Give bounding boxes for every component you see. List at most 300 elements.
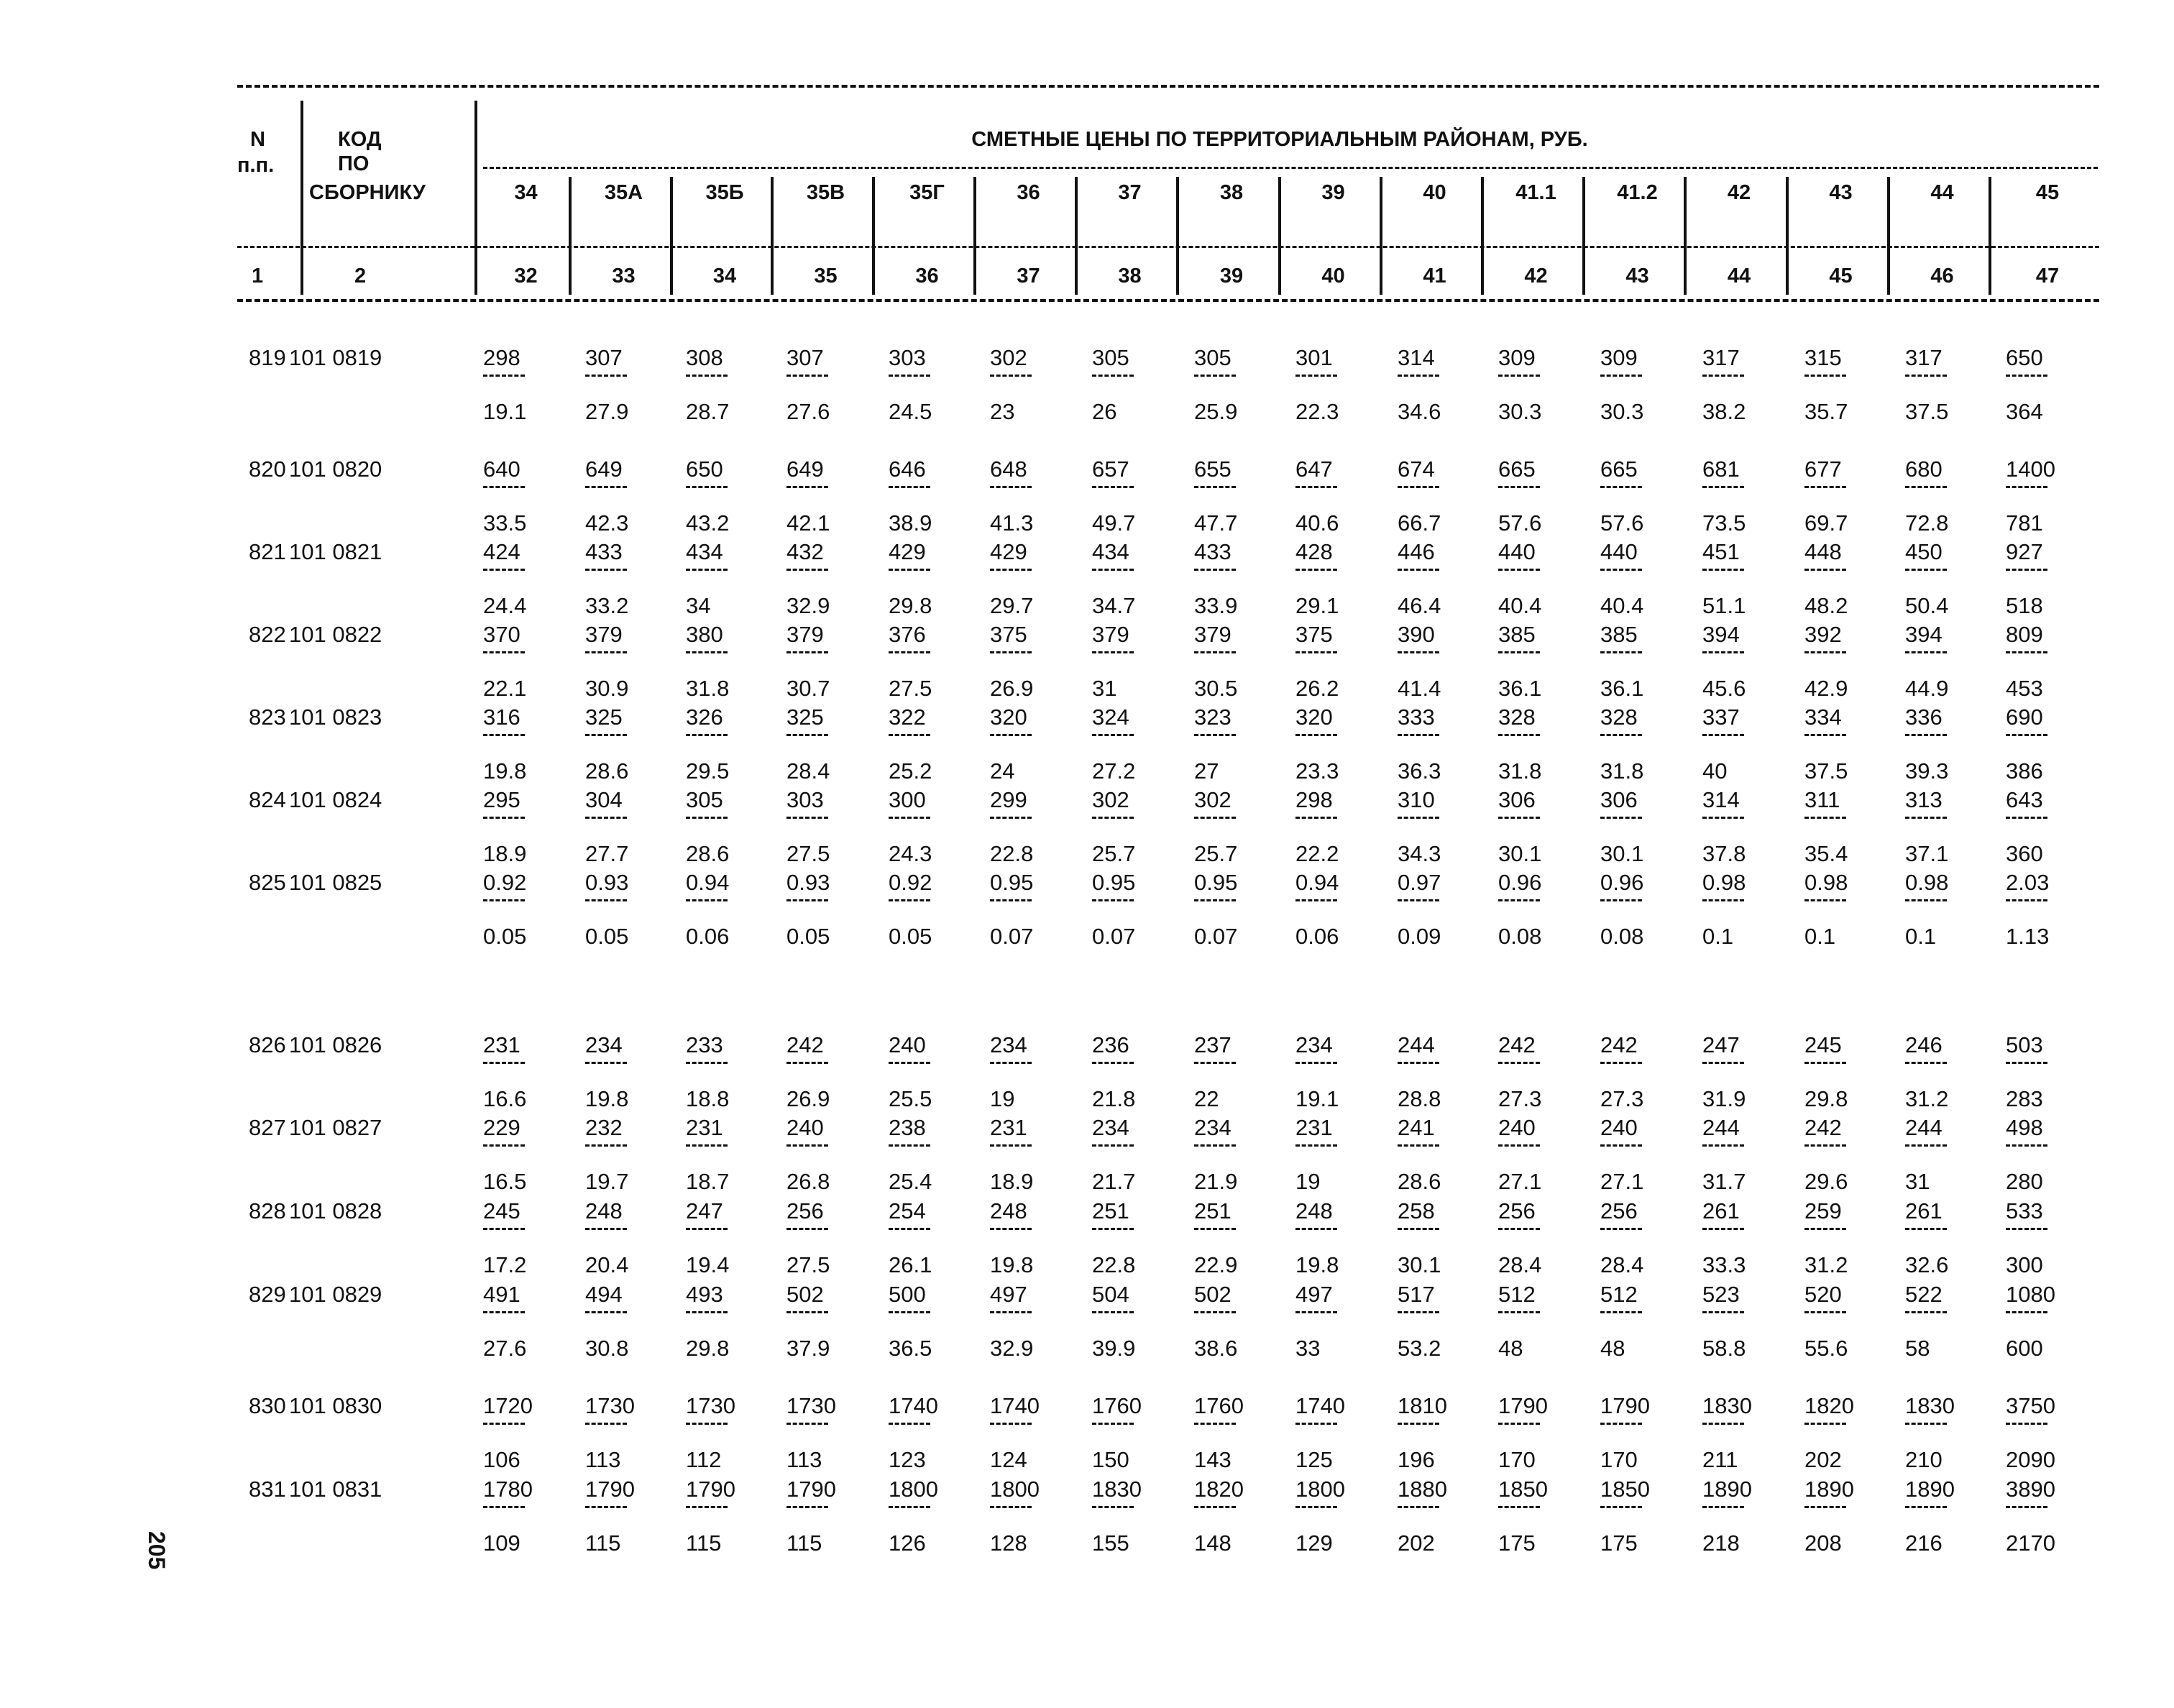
price-value: 500	[889, 1282, 926, 1307]
fraction-line	[1600, 1062, 1642, 1064]
wage-value: 22.1	[483, 676, 527, 701]
price-value: 3750	[2006, 1393, 2055, 1418]
fraction-line	[1295, 734, 1337, 736]
fraction-line	[1600, 1423, 1642, 1425]
fraction-line	[889, 1228, 930, 1230]
wage-value: 31.2	[1905, 1086, 1949, 1111]
fraction-line	[483, 1228, 525, 1230]
wage-value: 48	[1600, 1336, 1625, 1361]
wage-value: 0.08	[1600, 924, 1644, 949]
price-value: 1080	[2006, 1282, 2055, 1307]
column-number: 44	[1727, 265, 1751, 288]
fraction-line	[585, 486, 627, 488]
wage-value: 29.5	[686, 758, 730, 784]
row-number: 822	[249, 622, 286, 647]
price-value: 234	[1295, 1032, 1333, 1057]
fraction-line	[1804, 651, 1846, 653]
wage-value: 19.8	[483, 758, 527, 784]
price-value: 315	[1804, 345, 1842, 370]
wage-value: 45.6	[1702, 676, 1746, 701]
price-value: 429	[889, 539, 926, 564]
wage-value: 19.1	[483, 399, 527, 424]
wage-value: 22	[1194, 1086, 1219, 1111]
price-value: 432	[786, 539, 824, 564]
wage-value: 36.3	[1398, 758, 1441, 784]
wage-value: 39.3	[1905, 758, 1949, 784]
fraction-line	[1092, 1144, 1134, 1147]
fraction-line	[990, 1062, 1032, 1064]
price-value: 313	[1905, 787, 1943, 812]
fraction-line	[686, 1311, 728, 1313]
price-value: 234	[990, 1032, 1027, 1057]
price-value: 0.96	[1498, 870, 1542, 895]
price-value: 302	[1092, 787, 1129, 812]
fraction-line	[1092, 651, 1134, 653]
wage-value: 28.4	[1498, 1252, 1542, 1277]
fraction-line	[1498, 1144, 1540, 1147]
price-value: 1890	[1905, 1477, 1955, 1502]
wage-value: 170	[1498, 1447, 1536, 1472]
wage-value: 43.2	[686, 510, 730, 536]
wage-value: 175	[1600, 1530, 1638, 1556]
district-label: 41.1	[1515, 181, 1556, 204]
fraction-line	[2006, 1228, 2047, 1230]
wage-value: 27	[1194, 758, 1219, 784]
price-value: 533	[2006, 1198, 2043, 1223]
fraction-line	[585, 375, 627, 377]
price-value: 336	[1905, 704, 1943, 730]
wage-value: 29.8	[889, 593, 932, 618]
price-value: 0.95	[990, 870, 1034, 895]
price-value: 1730	[585, 1393, 635, 1418]
fraction-line	[1702, 1506, 1744, 1508]
fraction-line	[1194, 734, 1236, 736]
fraction-line	[585, 899, 627, 901]
wage-value: 31.8	[686, 676, 730, 701]
wage-value: 24.5	[889, 399, 932, 424]
price-value: 317	[1905, 345, 1943, 370]
fraction-line	[1804, 375, 1846, 377]
price-value: 690	[2006, 704, 2043, 730]
fraction-line	[990, 1423, 1032, 1425]
wage-value: 170	[1600, 1447, 1638, 1472]
column-number: 35	[814, 265, 838, 288]
fraction-line	[889, 1062, 930, 1064]
price-value: 1830	[1905, 1393, 1955, 1418]
fraction-line	[889, 486, 930, 488]
price-value: 375	[1295, 622, 1333, 647]
district-label: 37	[1118, 181, 1142, 204]
wage-value: 27.1	[1600, 1169, 1644, 1194]
row-code: 101 0822	[289, 622, 382, 647]
fraction-line	[585, 817, 627, 819]
price-value: 1880	[1398, 1477, 1447, 1502]
fraction-line	[1600, 1228, 1642, 1230]
wage-value: 31.8	[1498, 758, 1542, 784]
district-label: 36	[1017, 181, 1040, 204]
wage-value: 40	[1702, 758, 1728, 784]
price-value: 254	[889, 1198, 926, 1223]
fraction-line	[1702, 375, 1744, 377]
price-value: 379	[585, 622, 623, 647]
fraction-line	[1600, 486, 1642, 488]
row-number: 826	[249, 1032, 286, 1057]
wage-value: 40.4	[1498, 593, 1542, 618]
wage-value: 33.3	[1702, 1252, 1746, 1277]
price-value: 390	[1398, 622, 1435, 647]
wage-value: 208	[1804, 1530, 1842, 1556]
fraction-line	[1295, 1062, 1337, 1064]
fraction-line	[1702, 734, 1744, 736]
wage-value: 0.07	[1092, 924, 1136, 949]
wage-value: 0.09	[1398, 924, 1441, 949]
fraction-line	[1702, 899, 1744, 901]
wage-value: 32.9	[990, 1336, 1034, 1361]
price-value: 512	[1498, 1282, 1536, 1307]
fraction-line	[1295, 1423, 1337, 1425]
price-value: 0.96	[1600, 870, 1644, 895]
price-value: 1890	[1702, 1477, 1752, 1502]
fraction-line	[1092, 486, 1134, 488]
price-value: 305	[1194, 345, 1232, 370]
wage-value: 48	[1498, 1336, 1523, 1361]
price-value: 1850	[1498, 1477, 1548, 1502]
fraction-line	[889, 651, 930, 653]
price-value: 502	[1194, 1282, 1232, 1307]
price-value: 320	[990, 704, 1027, 730]
fraction-line	[889, 1311, 930, 1313]
district-label: 35В	[806, 181, 845, 204]
price-value: 247	[686, 1198, 723, 1223]
fraction-line	[1398, 375, 1439, 377]
fraction-line	[1092, 1228, 1134, 1230]
fraction-line	[1498, 817, 1540, 819]
wage-value: 25.7	[1092, 841, 1136, 866]
fraction-line	[990, 1506, 1032, 1508]
fraction-line	[2006, 569, 2047, 571]
fraction-line	[1498, 1506, 1540, 1508]
wage-value: 0.06	[686, 924, 730, 949]
fraction-line	[1194, 486, 1236, 488]
wage-value: 51.1	[1702, 593, 1746, 618]
district-divider	[1176, 177, 1179, 295]
fraction-line	[889, 1144, 930, 1147]
wage-value: 22.9	[1194, 1252, 1238, 1277]
price-value: 240	[889, 1032, 926, 1057]
wage-value: 20.4	[585, 1252, 629, 1277]
wage-value: 21.7	[1092, 1169, 1136, 1194]
wage-value: 38.2	[1702, 399, 1746, 424]
fraction-line	[2006, 1423, 2047, 1425]
price-value: 317	[1702, 345, 1740, 370]
header-num-2: 2	[354, 265, 367, 288]
fraction-line	[686, 1144, 728, 1147]
price-value: 231	[990, 1115, 1027, 1140]
fraction-line	[1905, 486, 1947, 488]
wage-value: 19	[1295, 1169, 1321, 1194]
price-value: 376	[889, 622, 926, 647]
fraction-line	[483, 651, 525, 653]
fraction-line	[1498, 1062, 1540, 1064]
fraction-line	[1905, 1144, 1947, 1147]
price-value: 241	[1398, 1115, 1435, 1140]
price-value: 648	[990, 456, 1027, 482]
district-label: 42	[1727, 181, 1751, 204]
fraction-line	[483, 569, 525, 571]
price-value: 502	[786, 1282, 824, 1307]
district-label: 39	[1321, 181, 1345, 204]
price-value: 0.92	[483, 870, 527, 895]
wage-value: 26.2	[1295, 676, 1339, 701]
column-number: 47	[2035, 265, 2060, 288]
fraction-line	[1905, 734, 1947, 736]
price-value: 1820	[1194, 1477, 1244, 1502]
fraction-line	[1600, 734, 1642, 736]
wage-value: 58.8	[1702, 1336, 1746, 1361]
price-value: 522	[1905, 1282, 1943, 1307]
fraction-line	[1804, 569, 1846, 571]
fraction-line	[990, 569, 1032, 571]
fraction-line	[1398, 899, 1439, 901]
wage-value: 112	[686, 1447, 722, 1472]
price-value: 1730	[686, 1393, 735, 1418]
price-value: 1790	[1600, 1393, 1650, 1418]
wage-value: 19	[990, 1086, 1015, 1111]
fraction-line	[1804, 1144, 1846, 1147]
wage-value: 128	[990, 1530, 1027, 1556]
fraction-line	[1702, 486, 1744, 488]
price-value: 450	[1905, 539, 1943, 564]
row-number: 827	[249, 1115, 286, 1140]
price-value: 1780	[483, 1477, 533, 1502]
wage-value: 34.7	[1092, 593, 1136, 618]
price-value: 650	[2006, 345, 2043, 370]
price-value: 503	[2006, 1032, 2043, 1057]
fraction-line	[1702, 1062, 1744, 1064]
fraction-line	[990, 734, 1032, 736]
fraction-line	[1194, 899, 1236, 901]
price-value: 242	[786, 1032, 824, 1057]
row-number: 830	[249, 1393, 286, 1418]
price-value: 309	[1600, 345, 1638, 370]
district-label: 44	[1930, 181, 1954, 204]
wage-value: 38.9	[889, 510, 932, 536]
price-value: 325	[585, 704, 623, 730]
wage-value: 211	[1702, 1447, 1738, 1472]
price-value: 316	[483, 704, 520, 730]
fraction-line	[889, 1423, 930, 1425]
price-value: 1740	[990, 1393, 1040, 1418]
column-number: 37	[1017, 265, 1040, 288]
column-number: 33	[612, 265, 636, 288]
fraction-line	[1905, 1506, 1947, 1508]
price-value: 497	[1295, 1282, 1333, 1307]
fraction-line	[585, 651, 627, 653]
fraction-line	[1398, 651, 1439, 653]
wage-value: 22.8	[990, 841, 1034, 866]
row-number: 819	[249, 345, 286, 370]
price-value: 665	[1498, 456, 1536, 482]
fraction-line	[585, 569, 627, 571]
price-value: 302	[1194, 787, 1232, 812]
wage-value: 453	[2006, 676, 2043, 701]
fraction-line	[786, 817, 828, 819]
column-number: 36	[915, 265, 939, 288]
price-value: 307	[585, 345, 623, 370]
fraction-line	[1905, 1423, 1947, 1425]
wage-value: 150	[1092, 1447, 1129, 1472]
fraction-line	[2006, 734, 2047, 736]
wage-value: 27.5	[889, 676, 932, 701]
fraction-line	[1092, 375, 1134, 377]
fraction-line	[1398, 817, 1439, 819]
wage-value: 50.4	[1905, 593, 1949, 618]
header-np: п.п.	[237, 154, 275, 177]
district-divider	[872, 177, 875, 295]
price-value: 1830	[1092, 1477, 1142, 1502]
wage-value: 16.6	[483, 1086, 527, 1111]
price-value: 244	[1702, 1115, 1740, 1140]
fraction-line	[483, 734, 525, 736]
fraction-line	[1498, 651, 1540, 653]
price-value: 248	[990, 1198, 1027, 1223]
price-value: 512	[1600, 1282, 1638, 1307]
wage-value: 42.9	[1804, 676, 1848, 701]
district-label: 35Б	[705, 181, 744, 204]
wage-value: 31.9	[1702, 1086, 1746, 1111]
wage-value: 46.4	[1398, 593, 1441, 618]
fraction-line	[585, 1144, 627, 1147]
district-label: 45	[2035, 181, 2060, 204]
price-value: 643	[2006, 787, 2043, 812]
fraction-line	[1702, 651, 1744, 653]
row-code: 101 0823	[289, 704, 382, 730]
price-value: 259	[1804, 1198, 1842, 1223]
wage-value: 781	[2006, 510, 2043, 536]
wage-value: 40.6	[1295, 510, 1339, 536]
wage-value: 30.8	[585, 1336, 629, 1361]
row-number: 828	[249, 1198, 286, 1223]
price-value: 0.94	[686, 870, 730, 895]
price-value: 242	[1804, 1115, 1842, 1140]
wage-value: 18.9	[990, 1169, 1034, 1194]
wage-value: 23.3	[1295, 758, 1339, 784]
price-value: 440	[1498, 539, 1536, 564]
wage-value: 28.8	[1398, 1086, 1441, 1111]
fraction-line	[2006, 817, 2047, 819]
wage-value: 27.3	[1498, 1086, 1542, 1111]
price-value: 308	[686, 345, 723, 370]
fraction-line	[585, 1062, 627, 1064]
fraction-line	[686, 734, 728, 736]
price-value: 451	[1702, 539, 1740, 564]
wage-value: 0.08	[1498, 924, 1542, 949]
wage-value: 26.9	[786, 1086, 830, 1111]
fraction-line	[1905, 899, 1947, 901]
price-value: 324	[1092, 704, 1129, 730]
district-divider	[1481, 177, 1484, 295]
price-value: 256	[1498, 1198, 1536, 1223]
fraction-line	[1804, 899, 1846, 901]
wage-value: 386	[2006, 758, 2043, 784]
price-value: 394	[1702, 622, 1740, 647]
price-value: 655	[1194, 456, 1232, 482]
header-top-rule	[237, 85, 2099, 88]
wage-value: 30.3	[1600, 399, 1644, 424]
fraction-line	[786, 1311, 828, 1313]
price-value: 1760	[1194, 1393, 1244, 1418]
row-number: 823	[249, 704, 286, 730]
price-value: 1740	[889, 1393, 938, 1418]
price-value: 498	[2006, 1115, 2043, 1140]
price-value: 305	[686, 787, 723, 812]
price-value: 665	[1600, 456, 1638, 482]
fraction-line	[786, 1228, 828, 1230]
price-value: 298	[1295, 787, 1333, 812]
wage-value: 57.6	[1498, 510, 1542, 536]
fraction-line	[2006, 651, 2047, 653]
district-label: 35Г	[909, 181, 945, 204]
price-value: 306	[1600, 787, 1638, 812]
fraction-line	[1804, 1228, 1846, 1230]
wage-value: 19.4	[686, 1252, 730, 1277]
fraction-line	[990, 1228, 1032, 1230]
wage-value: 33.5	[483, 510, 527, 536]
row-code: 101 0830	[289, 1393, 382, 1418]
price-value: 1830	[1702, 1393, 1752, 1418]
fraction-line	[1804, 486, 1846, 488]
price-value: 305	[1092, 345, 1129, 370]
price-value: 517	[1398, 1282, 1435, 1307]
fraction-line	[1398, 1506, 1439, 1508]
price-value: 2.03	[2006, 870, 2050, 895]
wage-value: 27.7	[585, 841, 629, 866]
price-value: 394	[1905, 622, 1943, 647]
price-value: 328	[1498, 704, 1536, 730]
price-value: 234	[1194, 1115, 1232, 1140]
district-label: 40	[1423, 181, 1446, 204]
wage-value: 210	[1905, 1447, 1943, 1472]
fraction-line	[1398, 1311, 1439, 1313]
wage-value: 30.5	[1194, 676, 1238, 701]
price-value: 233	[686, 1032, 723, 1057]
row-number: 821	[249, 539, 286, 564]
wage-value: 40.4	[1600, 593, 1644, 618]
fraction-line	[1804, 817, 1846, 819]
wage-value: 19.7	[585, 1169, 629, 1194]
wage-value: 0.06	[1295, 924, 1339, 949]
price-value: 370	[483, 622, 520, 647]
fraction-line	[2006, 1144, 2047, 1147]
wage-value: 283	[2006, 1086, 2043, 1111]
price-value: 927	[2006, 539, 2043, 564]
price-value: 337	[1702, 704, 1740, 730]
col-divider-1	[301, 101, 303, 295]
wage-value: 41.4	[1398, 676, 1441, 701]
wage-value: 69.7	[1804, 510, 1848, 536]
wage-value: 280	[2006, 1169, 2043, 1194]
fraction-line	[1702, 1144, 1744, 1147]
wage-value: 31	[1905, 1169, 1930, 1194]
wage-value: 126	[889, 1530, 926, 1556]
wage-value: 0.05	[889, 924, 932, 949]
wage-value: 72.8	[1905, 510, 1949, 536]
wage-value: 31.2	[1804, 1252, 1848, 1277]
district-divider	[1887, 177, 1890, 295]
wage-value: 0.05	[585, 924, 629, 949]
fraction-line	[686, 651, 728, 653]
price-value: 0.92	[889, 870, 932, 895]
